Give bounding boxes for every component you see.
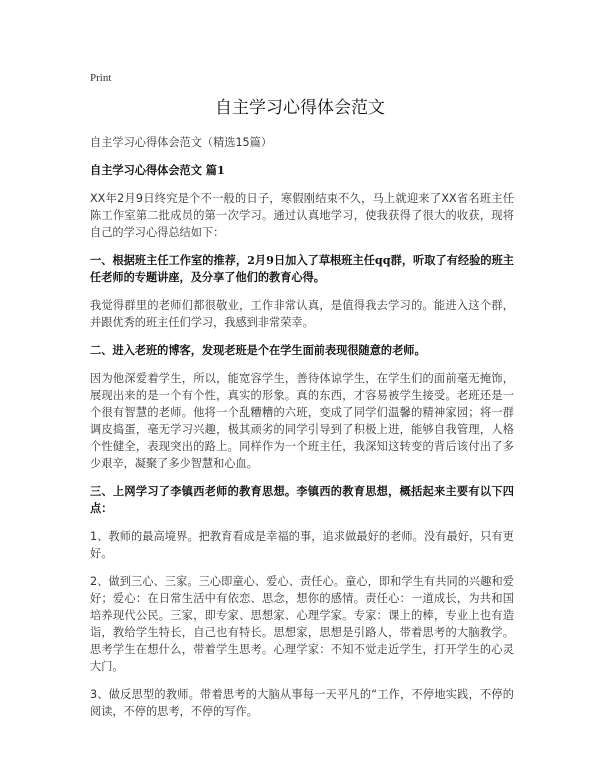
document-content	[90, 134, 514, 731]
heading-one: 一、根据班主任工作室的推荐，2月9日加入了草根班主任qq群，听取了有经验的班主任老师的专题讲座，及分享了他们的教育心得。	[90, 253, 514, 284]
print-label[interactable]: Print	[90, 72, 112, 84]
page-title: 自主学习心得体会范文	[215, 98, 385, 118]
heading-two: 二、进入老班的博客，发现老班是个在学生面前表现很随意的老师。	[90, 343, 426, 357]
heading-three: 三、上网学习了李镇西老师的教育思想。李镇西的教育思想，概括起来主要有以下四点：	[90, 484, 514, 515]
list-item-one: 1、教师的最高境界。把教育看成是幸福的事，追求做最好的老师。没有最好，只有更好。	[90, 530, 514, 560]
list-item-three: 3、做反思型的教师。带着思考的大脑从事每一天平凡的“工作，不停地实践，不停的阅读，不停的思考，不停的写作。	[90, 688, 514, 718]
list-item-two: 2、做到三心、三家。三心即童心、爱心、责任心。童心，即和学生有共同的兴趣和爱好；爱心：在日常生活中有依恋、思念，想你的感情。责任心：一道成长，为共和国培养现代公民。三家，即专家、思想家、心理学家。专家：课上的棒，专业上也有造诣，教给学生特长，自己也有特长。思想家，思想是引路人，带着思考的大脑教学。思考学生在想什么，带着学生思考。心理学家：不知不觉走近学生，打开学生的心灵大门。	[90, 575, 514, 673]
document-subtitle: 自主学习心得体会范文（精选15篇）	[90, 136, 273, 149]
paragraph-teacher-blog: 因为他深爱着学生，所以，能宽容学生，善待体谅学生，在学生们的面前毫无掩饰，展现出来的是一个有个性，真实的形象。真的东西，才容易被学生接受。老班还是一个很有智慧的老师。他将一个乱糟糟的六班，变成了同学们温馨的精神家园；将一群调皮捣蛋，毫无学习兴趣，极其顽劣的同学引导到了积极上进，能够自我管理，人格个性健全，表现突出的路上。同样作为一个班主任，我深知这转变的背后该付出了多少艰辛，凝聚了多少智慧和心血。	[90, 372, 514, 470]
intro-paragraph: XX年2月9日终究是个不一般的日子，寒假刚结束不久，马上就迎来了XX省名班主任陈工作室第二批成员的第一次学习。通过认真地学习，使我获得了很大的收获，现将自己的学习心得总结如下：	[90, 192, 514, 239]
section-title: 自主学习心得体会范文 篇1	[90, 163, 225, 177]
paragraph-qq-group: 我觉得群里的老师们都很敬业，工作非常认真，是值得我去学习的。能进入这个群，并跟优秀的班主任们学习，我感到非常荣幸。	[90, 299, 514, 329]
